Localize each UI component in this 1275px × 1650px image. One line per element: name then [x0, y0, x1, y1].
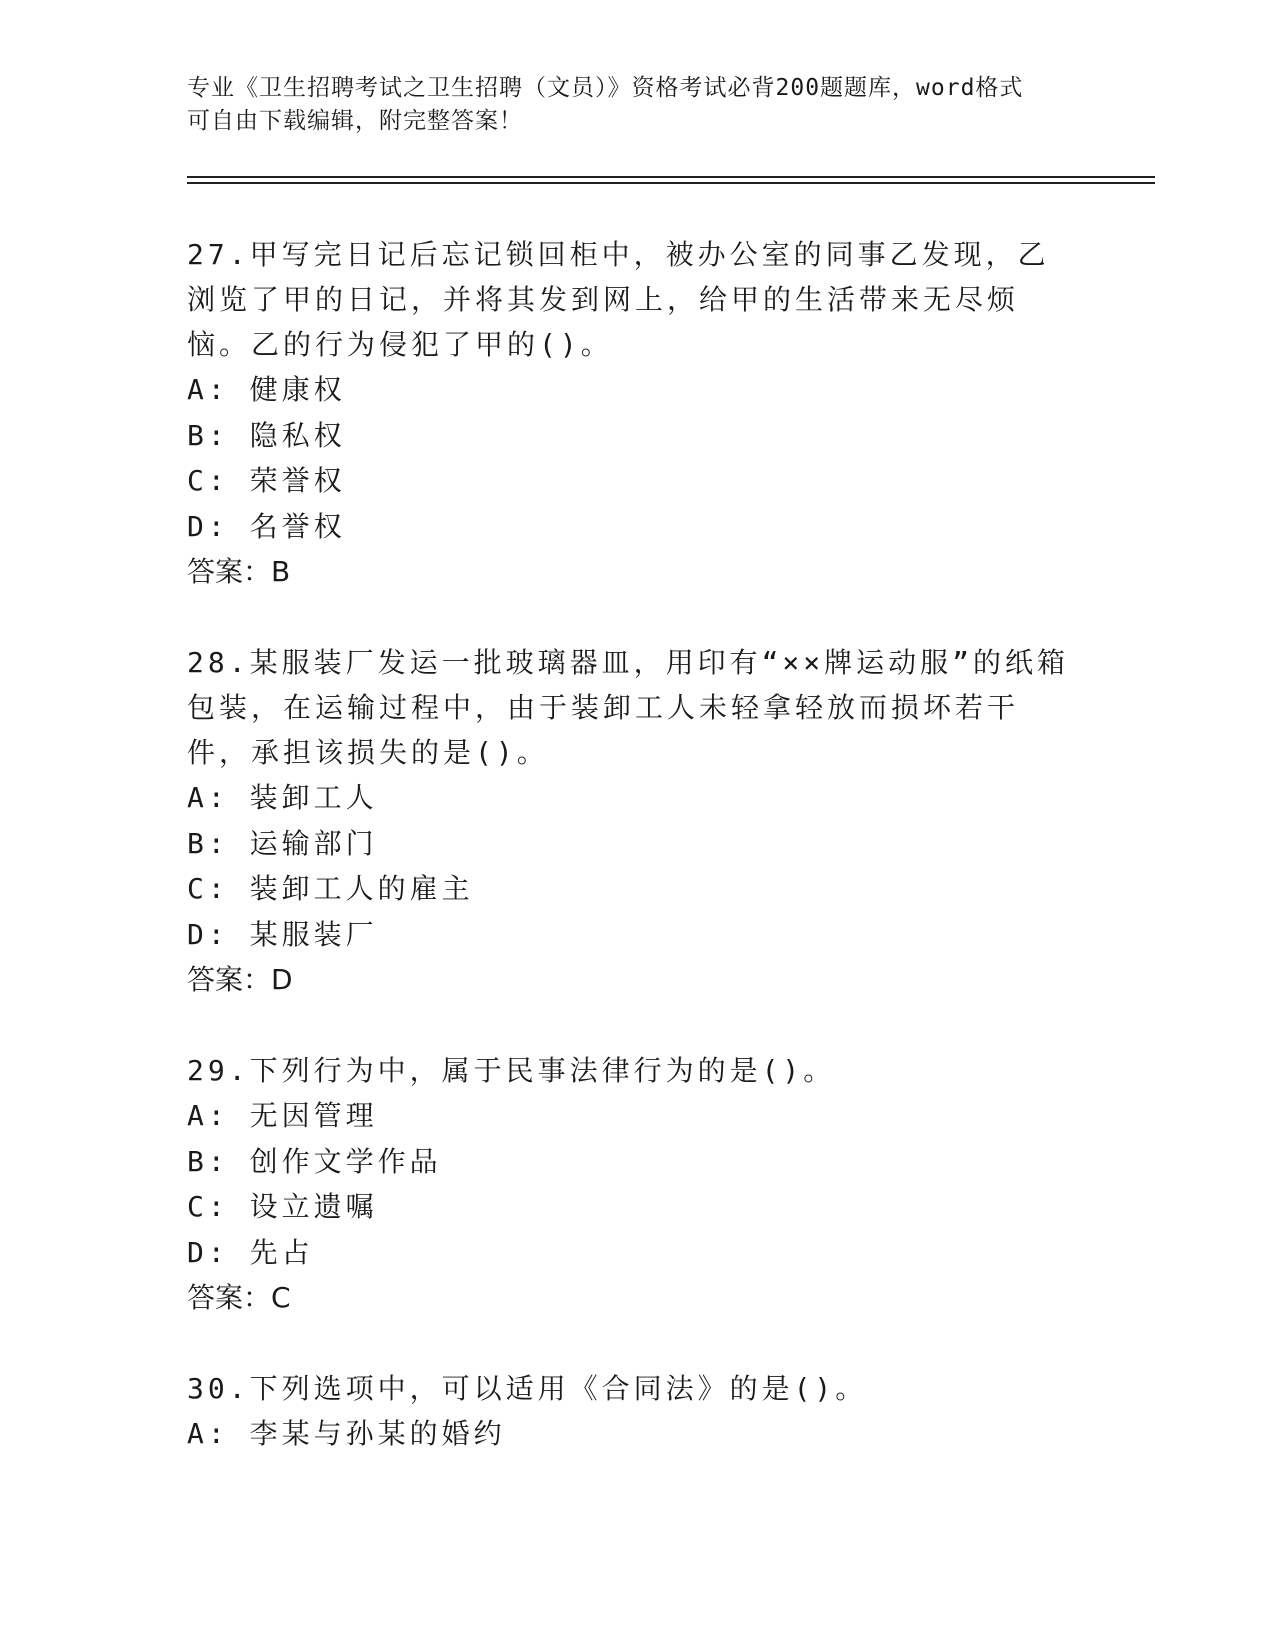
header-divider-top	[187, 176, 1155, 178]
question-text: 28.某服装厂发运一批玻璃器皿，用印有“××牌运动服”的纸箱包装，在运输过程中，由于装卸工人未轻拿轻放而损坏若干件，承担该损失的是()。	[187, 646, 1070, 769]
option-d: D: 某服装厂	[187, 917, 378, 951]
question-29	[187, 1048, 1077, 1321]
option-c: C: 装卸工人的雇主	[187, 872, 474, 905]
option-c: C: 荣誉权	[187, 464, 346, 497]
header-line-1: 专业《卫生招聘考试之卫生招聘（文员）》资格考试必背200题题库，word格式	[187, 75, 1024, 101]
option-b: B: 创作文学作品	[187, 1144, 442, 1178]
option-a: A: 李某与孙某的婚约	[187, 1417, 506, 1450]
document-header	[187, 72, 1067, 138]
header-divider-bottom	[187, 182, 1155, 184]
option-a: A: 无因管理	[187, 1099, 378, 1132]
option-b: B: 运输部门	[187, 826, 378, 860]
option-a: A: 健康权	[187, 373, 346, 406]
question-list	[187, 232, 1077, 1502]
question-30	[187, 1366, 1077, 1457]
option-d: D: 名誉权	[187, 509, 346, 543]
option-c: C: 设立遗嘱	[187, 1190, 378, 1223]
question-27	[187, 232, 1077, 595]
question-text: 29.下列行为中，属于民事法律行为的是()。	[187, 1054, 836, 1087]
question-text: 27.甲写完日记后忘记锁回柜中，被办公室的同事乙发现，乙浏览了甲的日记，并将其发到网上，给甲的生活带来无尽烦恼。乙的行为侵犯了甲的()。	[187, 238, 1050, 361]
option-b: B: 隐私权	[187, 418, 346, 452]
option-d: D: 先占	[187, 1235, 314, 1269]
answer: 答案：D	[187, 963, 293, 996]
question-28	[187, 640, 1077, 1003]
header-line-2: 可自由下载编辑，附完整答案！	[187, 108, 523, 134]
option-a: A: 装卸工人	[187, 781, 378, 814]
answer: 答案：B	[187, 555, 291, 588]
question-text: 30.下列选项中，可以适用《合同法》的是()。	[187, 1372, 868, 1405]
answer: 答案：C	[187, 1281, 291, 1314]
